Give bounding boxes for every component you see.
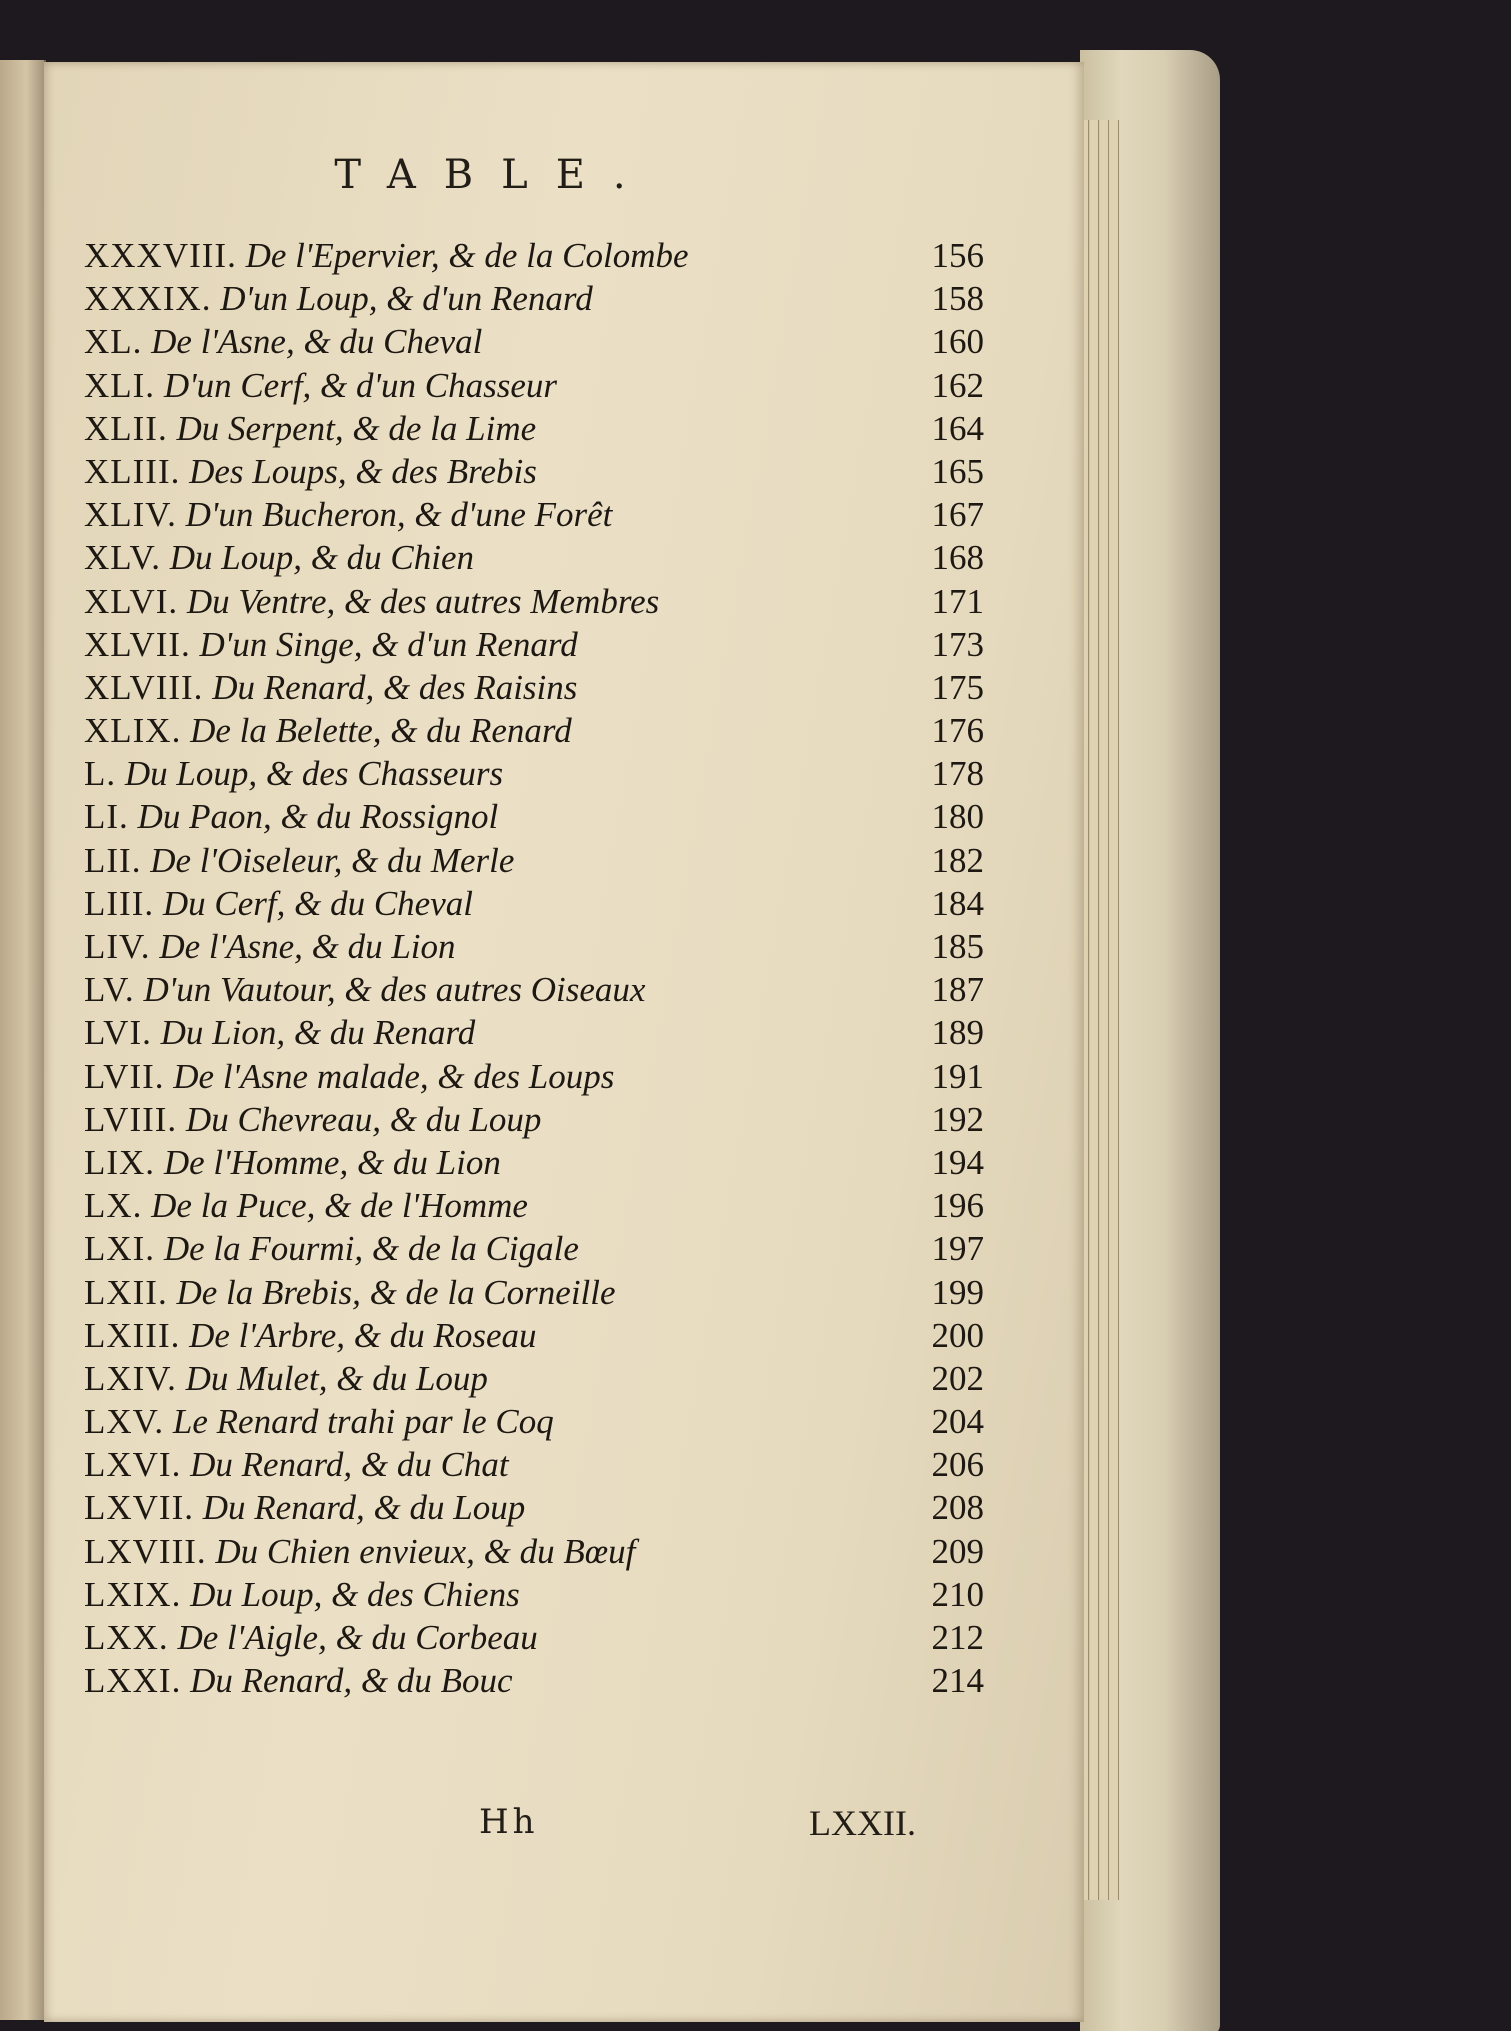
entry-page-number: 191: [931, 1056, 984, 1096]
entry-numeral: LVIII.: [84, 1099, 178, 1139]
table-entry: [84, 580, 984, 623]
table-entry: [84, 623, 984, 666]
entry-numeral: LV.: [84, 970, 135, 1010]
entry-title: Du Mulet, & du Loup: [185, 1358, 488, 1398]
entry-title: Du Cerf, & du Cheval: [162, 883, 473, 923]
entry-numeral: XLV.: [84, 538, 161, 578]
table-entry: [84, 1616, 984, 1659]
entry-page-number: 187: [931, 970, 984, 1010]
entry-title: De l'Arbre, & du Roseau: [189, 1315, 537, 1355]
table-entry: [84, 364, 984, 407]
entry-title: Du Loup, & des Chiens: [190, 1574, 520, 1614]
entry-title: De l'Asne, & du Lion: [159, 927, 456, 966]
table-entry: [84, 320, 984, 363]
table-entry: [84, 234, 984, 277]
table-entry: [84, 1400, 984, 1443]
entry-title: Du Chien envieux, & du Bœuf: [215, 1531, 636, 1571]
entry-numeral: XLI.: [84, 365, 156, 405]
table-entry: [84, 925, 984, 968]
entry-title: Du Loup, & du Chien: [169, 538, 475, 578]
entry-numeral: LXVII.: [84, 1488, 194, 1528]
entry-page-number: 204: [931, 1402, 984, 1442]
table-entry: [84, 277, 984, 320]
entry-title: D'un Cerf, & d'un Chasseur: [163, 365, 557, 405]
entry-title: D'un Singe, & d'un Renard: [199, 624, 578, 664]
entry-page-number: 176: [931, 711, 984, 751]
entry-numeral: XL.: [84, 322, 143, 362]
entry-numeral: XLIV.: [84, 495, 177, 535]
entry-page-number: 200: [931, 1315, 984, 1355]
catchword: LXXII.: [809, 1803, 916, 1843]
entry-page-number: 171: [931, 581, 984, 621]
entry-page-number: 196: [931, 1186, 984, 1226]
table-entry: [84, 536, 984, 579]
entry-page-number: 160: [931, 322, 984, 362]
entry-page-number: 210: [931, 1574, 984, 1614]
entry-numeral: LVI.: [84, 1013, 152, 1053]
entry-title: Du Lion, & du Renard: [160, 1013, 476, 1053]
table-entry: [84, 1314, 984, 1357]
table-entry: [84, 839, 984, 882]
entry-numeral: XLIII.: [84, 451, 181, 491]
table-entry: [84, 1184, 984, 1227]
entry-page-number: 206: [931, 1445, 984, 1485]
table-entry: [84, 1357, 984, 1400]
table-entry: [84, 709, 984, 752]
table-of-contents: [84, 234, 984, 1702]
entry-numeral: XLVII.: [84, 624, 191, 664]
entry-numeral: XLIX.: [84, 711, 182, 751]
book-page: [44, 62, 1084, 2022]
entry-numeral: LXXI.: [84, 1661, 182, 1701]
table-entry: [84, 666, 984, 709]
entry-numeral: LIII.: [84, 883, 155, 923]
entry-numeral: LII.: [84, 840, 142, 880]
table-entry: [84, 493, 984, 536]
table-entry: [84, 1141, 984, 1184]
vellum-binding: [1080, 50, 1220, 2031]
entry-title: De l'Homme, & du Lion: [163, 1142, 501, 1182]
entry-page-number: 192: [931, 1099, 984, 1139]
previous-page-edge: [0, 60, 46, 2020]
signature-mark: Hh: [479, 1802, 539, 1842]
entry-page-number: 214: [931, 1661, 984, 1701]
table-entry: [84, 752, 984, 795]
entry-title: De la Puce, & de l'Homme: [151, 1186, 528, 1226]
entry-title: De l'Epervier, & de la Colombe: [245, 236, 689, 275]
entry-numeral: XXXVIII.: [84, 236, 237, 275]
page-edge: [1100, 120, 1109, 1900]
entry-title: Du Ventre, & des autres Membres: [186, 581, 660, 621]
page-edge: [1110, 120, 1119, 1900]
entry-title: Des Loups, & des Brebis: [189, 451, 537, 491]
entry-page-number: 162: [931, 365, 984, 405]
page-edge: [1090, 120, 1099, 1900]
entry-page-number: 197: [931, 1229, 984, 1269]
entry-page-number: 158: [931, 279, 984, 319]
entry-title: Du Serpent, & de la Lime: [176, 408, 537, 448]
table-entry: [84, 407, 984, 450]
entry-title: Du Loup, & des Chasseurs: [124, 754, 504, 794]
entry-numeral: LXVIII.: [84, 1531, 207, 1571]
entry-page-number: 175: [931, 667, 984, 707]
table-entry: [84, 1530, 984, 1573]
table-entry: [84, 968, 984, 1011]
entry-numeral: LI.: [84, 797, 129, 837]
entry-title: De l'Asne malade, & des Loups: [173, 1056, 615, 1096]
table-entry: [84, 450, 984, 493]
entry-title: De la Fourmi, & de la Cigale: [163, 1229, 579, 1269]
entry-title: De l'Oiseleur, & du Merle: [150, 840, 515, 880]
entry-numeral: XLVIII.: [84, 667, 204, 707]
entry-title: Du Renard, & des Raisins: [212, 667, 578, 707]
entry-page-number: 184: [931, 883, 984, 923]
entry-title: Du Renard, & du Bouc: [190, 1661, 513, 1701]
entry-numeral: LXIII.: [84, 1315, 181, 1355]
table-entry: [84, 795, 984, 838]
entry-page-number: 202: [931, 1358, 984, 1398]
entry-numeral: LXI.: [84, 1229, 156, 1269]
entry-numeral: XXXIX.: [84, 279, 212, 319]
entry-page-number: 165: [931, 451, 984, 491]
entry-page-number: 180: [931, 797, 984, 837]
entry-page-number: 156: [931, 236, 984, 275]
entry-numeral: LXII.: [84, 1272, 168, 1312]
entry-page-number: 189: [931, 1013, 984, 1053]
entry-page-number: 173: [931, 624, 984, 664]
entry-title: Le Renard trahi par le Coq: [172, 1402, 554, 1442]
entry-numeral: XLVI.: [84, 581, 179, 621]
table-entry: [84, 1011, 984, 1054]
entry-page-number: 199: [931, 1272, 984, 1312]
entry-title: De la Belette, & du Renard: [190, 711, 572, 751]
entry-numeral: LX.: [84, 1186, 143, 1226]
table-entry: [84, 1659, 984, 1702]
entry-numeral: XLII.: [84, 408, 168, 448]
entry-numeral: LXIX.: [84, 1574, 182, 1614]
entry-page-number: 185: [931, 927, 984, 966]
entry-title: De la Brebis, & de la Corneille: [176, 1272, 616, 1312]
table-entry: [84, 1271, 984, 1314]
entry-title: Du Renard, & du Chat: [190, 1445, 509, 1485]
entry-numeral: LIX.: [84, 1142, 156, 1182]
entry-title: Du Chevreau, & du Loup: [185, 1099, 542, 1139]
entry-numeral: LIV.: [84, 927, 151, 966]
entry-page-number: 208: [931, 1488, 984, 1528]
table-entry: [84, 1055, 984, 1098]
entry-title: D'un Loup, & d'un Renard: [220, 279, 593, 319]
entry-title: D'un Vautour, & des autres Oiseaux: [143, 970, 646, 1010]
entry-numeral: LVII.: [84, 1056, 165, 1096]
entry-numeral: LXV.: [84, 1402, 165, 1442]
table-entry: [84, 1443, 984, 1486]
table-entry: [84, 1486, 984, 1529]
entry-title: D'un Bucheron, & d'une Forêt: [185, 495, 613, 535]
entry-title: De l'Asne, & du Cheval: [151, 322, 483, 362]
entry-numeral: LXIV.: [84, 1358, 177, 1398]
entry-page-number: 167: [931, 495, 984, 535]
entry-title: Du Renard, & du Loup: [202, 1488, 526, 1528]
table-entry: [84, 882, 984, 925]
entry-page-number: 178: [931, 754, 984, 794]
entry-page-number: 164: [931, 408, 984, 448]
entry-title: De l'Aigle, & du Corbeau: [177, 1618, 538, 1657]
table-entry: [84, 1227, 984, 1270]
entry-page-number: 182: [931, 840, 984, 880]
entry-page-number: 194: [931, 1142, 984, 1182]
entry-numeral: L.: [84, 754, 117, 794]
entry-page-number: 212: [931, 1618, 984, 1657]
page-title: TABLE.: [334, 152, 654, 198]
entry-title: Du Paon, & du Rossignol: [137, 797, 499, 837]
entry-page-number: 209: [931, 1531, 984, 1571]
table-entry: [84, 1098, 984, 1141]
table-entry: [84, 1573, 984, 1616]
entry-numeral: LXX.: [84, 1618, 169, 1657]
entry-page-number: 168: [931, 538, 984, 578]
entry-numeral: LXVI.: [84, 1445, 182, 1485]
